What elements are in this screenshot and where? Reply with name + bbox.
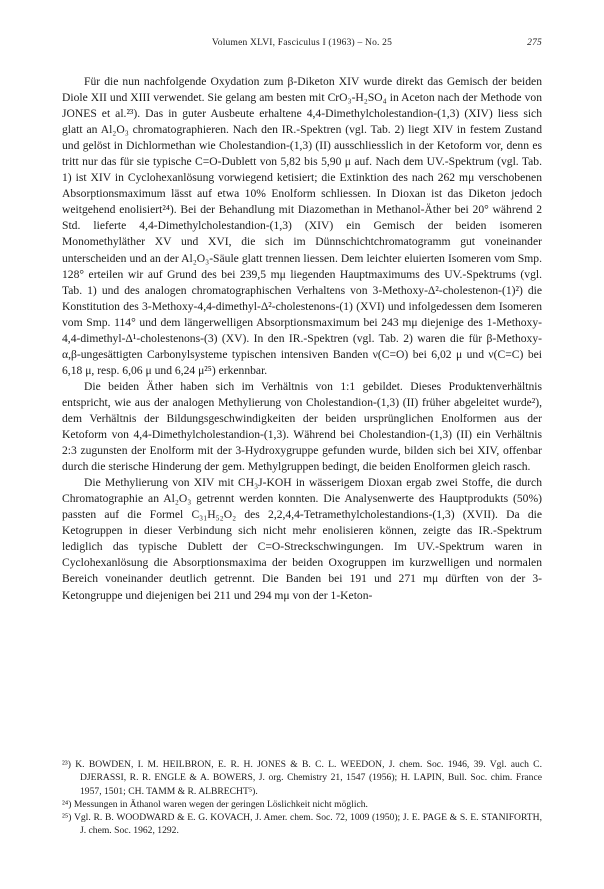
footnote: ²⁴) Messungen in Äthanol waren wegen der geringen Löslichkeit nicht möglich. [62,798,368,810]
body-paragraph: Die Methylierung von XIV mit CH₃J-KOH in wässerigem Dioxan ergab zwei Stoffe, die durch Chromatographie an Al₂O₃ getrennt werden konnten. Die Analysenwerte des Hauptprodukts (50%) passten auf die Formel C₃₁H₅₂O₂ des 2,2,4,4-Tetramethylcholestandions-(1,3) (XVII). Da die Ketogruppen in dieser Verbindung sich nicht mehr enolisieren können, zeigte das IR.-Spektrum lediglich das typische Dublett der C=O-Streckschwingungen. Im UV.-Spektrum waren in Cyclohexanlösung die Absorptionsmaxima der beiden Oxogruppen im kurzwelligen und normalen Bereich voneinander deutlich getrennt. Die Banden bei 191 und 271 mμ dürften von der 3-Ketongruppe und diejenigen bei 211 und 294 mμ von der 1-Keton- [62,476,542,602]
body-paragraph: Für die nun nachfolgende Oxydation zum β-Diketon XIV wurde direkt das Gemisch der beiden Diole XII und XIII verwendet. Sie gelang am besten mit CrO₃-H₂SO₄ in Aceton nach der Methode von JONES et al.²³). Das in guter Ausbeute erhaltene 4,4-Dimethylcholestandion-(1,3) (XIV) liess sich glatt an Al₂O₃ chromatographieren. Nach den IR.-Spektren (vgl. Tab. 2) liegt XIV in festem Zustand und gelöst in Dichlormethan wie Cholestandion-(1,3) (II) ausschliesslich in der Ketoform vor, denn es tritt nur das für sie typische C=O-Dublett von 5,82 bis 5,90 μ auf. Nach dem UV.-Spektrum (vgl. Tab. 1) ist XIV in Cyclohexanlösung vorwiegend ketisiert; die Extinktion des nach 262 mμ verschobenen Absorptionsmaximum lässt auf etwa 10% Enolform schliessen. In Dioxan ist das Diketon jedoch weitgehend enolisiert²⁴). Bei der Behandlung mit Diazomethan in Methanol-Äther bei 20° während 2 Std. lieferte 4,4-Dimethylcholestandion-(1,3) (XIV) ein Gemisch der beiden isomeren Monomethyläther XV und XVI, die sich im Dünnschichtchromatogramm gut voneinander unterscheiden und an der Al₂O₃-Säule glatt trennen liessen. Dem leichter eluierten Isomeren vom Smp. 128° erteilen wir auf Grund des bei 239,5 mμ liegenden Hauptmaximums des UV.-Spektrums (vgl. Tab. 1) und des analogen chromatographischen Verhaltens von 3-Methoxy-Δ²-cholestenon-(1)²) die Konstitution des 3-Methoxy-4,4-dimethyl-Δ²-cholestenons-(1) (XVI) und infolgedessen dem Isomeren vom Smp. 114° und dem längerwelligen Absorptionsmaximum bei 243 mμ diejenige des 1-Methoxy-4,4-dimethyl-Δ¹-cholestenons-(3) (XV). In den IR.-Spektren (vgl. Tab. 2) waren die für β-Methoxy-α,β-ungesättigten Carbonylsysteme typischen intensiven Banden ν(C=O) bei 6,02 μ und ν(C=C) bei 6,18 μ, resp. 6,06 μ und 6,24 μ²⁵) erkennbar. [62,75,542,377]
page-number: 275 [527,38,542,48]
body-paragraph: Die beiden Äther haben sich im Verhältnis von 1:1 gebildet. Dieses Produktenverhältnis entspricht, wie aus der analogen Methylierung von Cholestandion-(1,3) (II) früher abgeleitet wurde²), dem Verhältnis der Bildungsgeschwindigkeiten der beiden ursprünglichen Enolformen aus der Ketoform von 4,4-Dimethylcholestandion-(1,3). Während bei Cholestandion-(1,3) (II) ein Verhältnis 2:3 zugunsten der Enolform mit der 3-Hydroxygruppe gefunden wurde, bilden sich bei XIV, offenbar durch die sterische Hinderung der gem. Methylgruppen bedingt, die beiden Enolformen gleich rasch. [62,379,542,474]
footnotes [62,758,542,838]
article-body [62,74,542,604]
footnote: ²⁵) Vgl. R. B. WOODWARD & E. G. KOVACH, J. Amer. chem. Soc. 72, 1009 (1950); J. E. PAGE & S. E. STANIFORTH, J. chem. Soc. 1962, 1292. [62,812,542,837]
footnote: ²³) K. BOWDEN, I. M. HEILBRON, E. R. H. JONES & B. C. L. WEEDON, J. chem. Soc. 1946, 39. Vgl. auch C. DJERASSI, R. R. ENGLE & A. BOWERS, J. org. Chemistry 21, 1547 (1956); H. LAPIN, Bull. Soc. chim. France 1957, 1501; CH. TAMM & R. ALBRECHT⁵). [62,759,542,797]
running-title: Volumen XLVI, Fasciculus I (1963) – No. 25 [211,38,393,48]
